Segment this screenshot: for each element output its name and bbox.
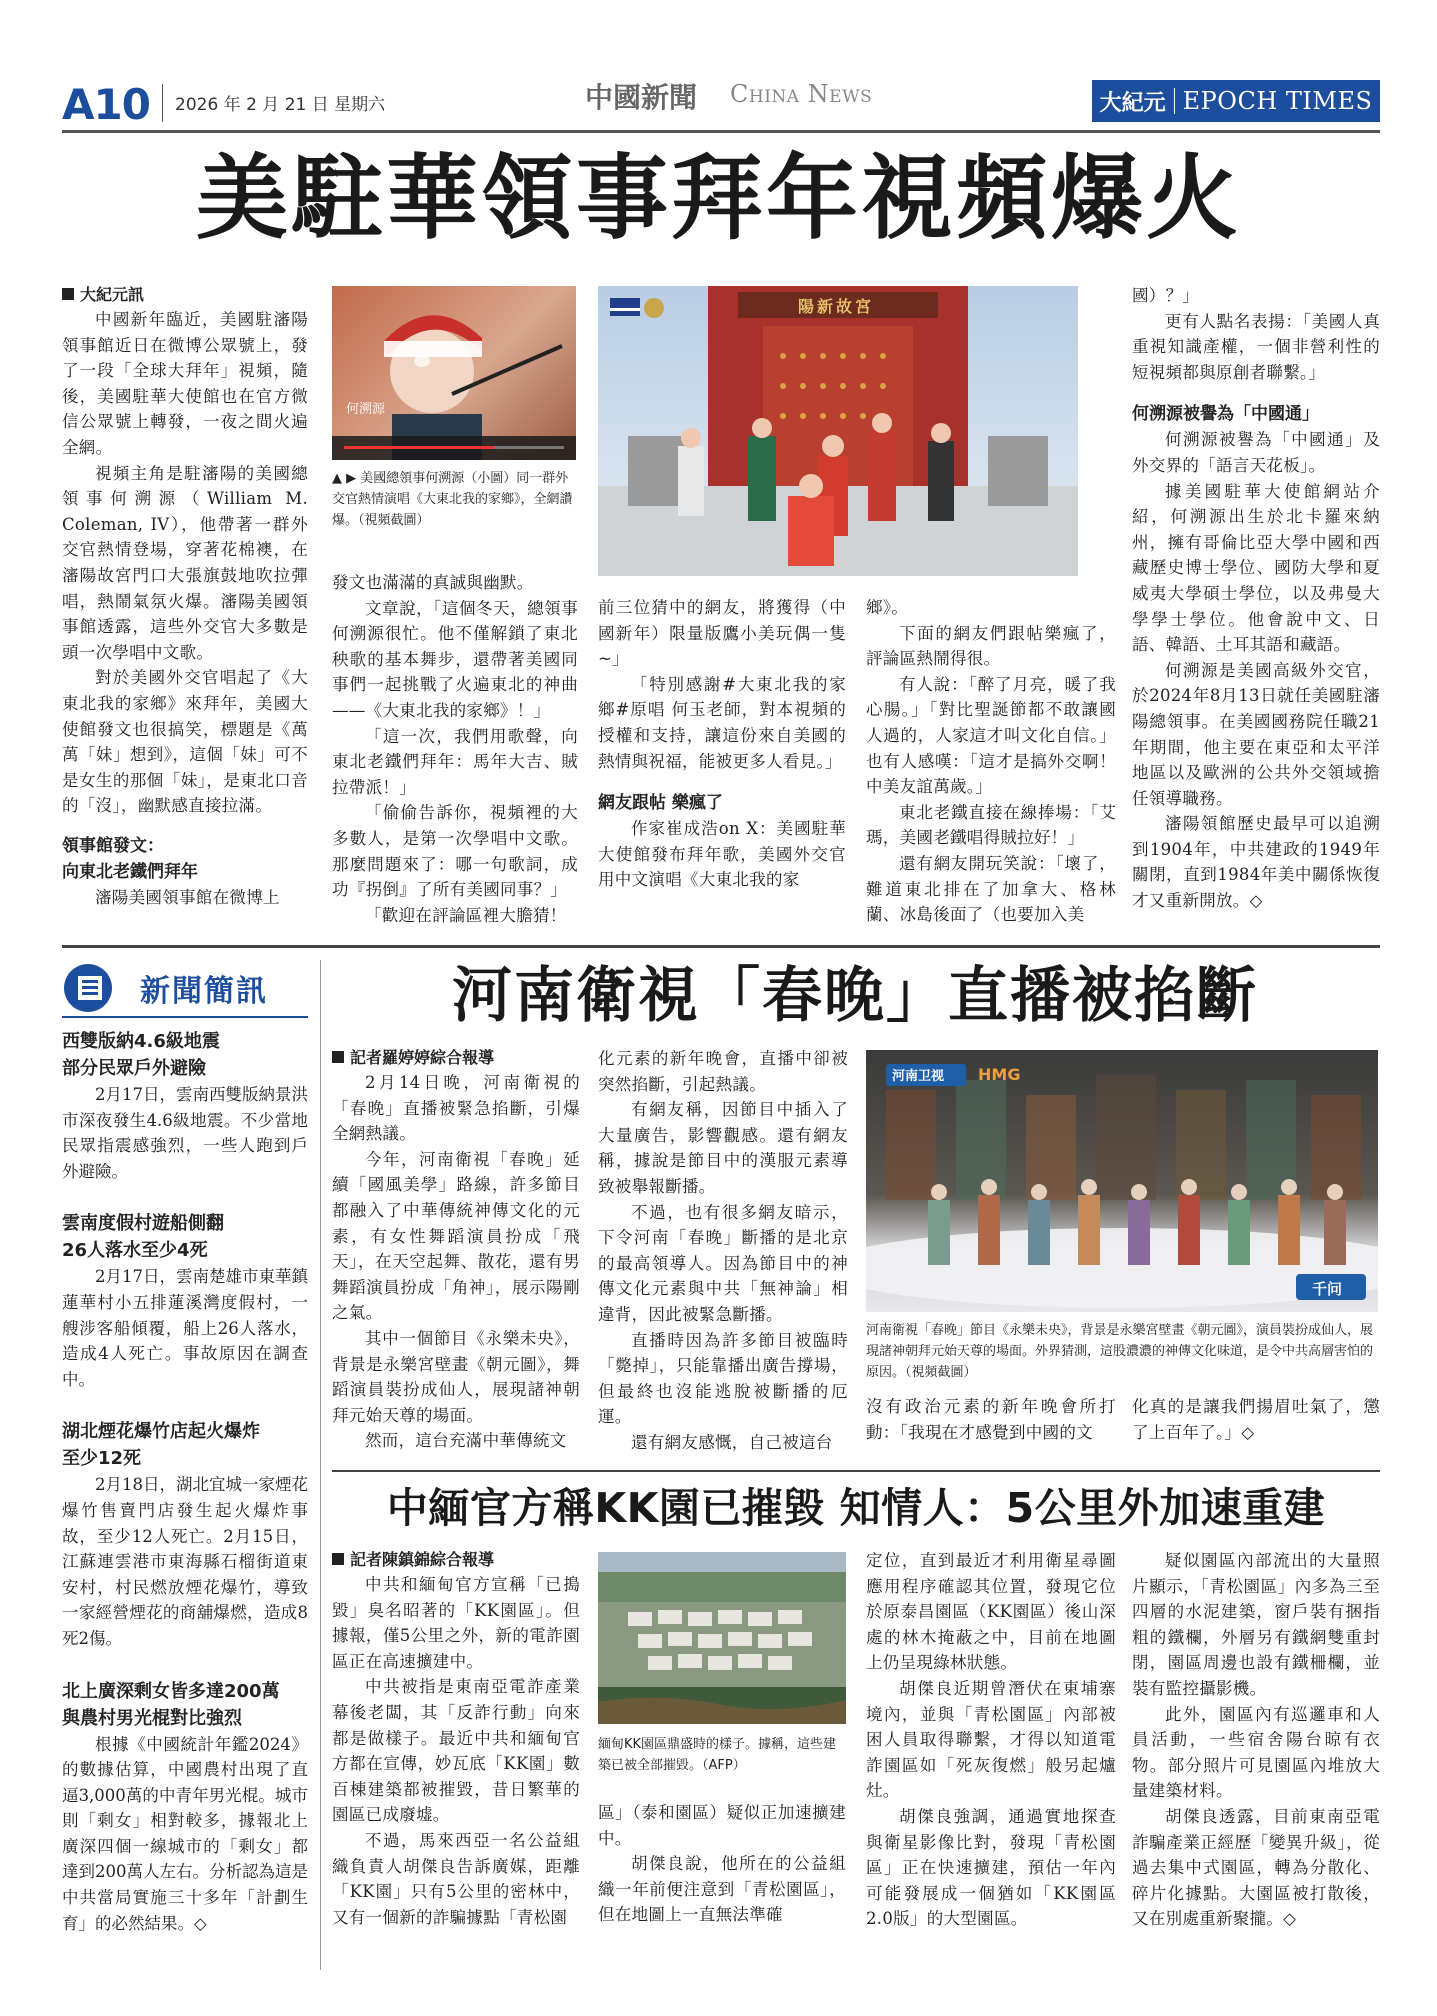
brief-item: 湖北煙花爆竹店起火爆炸 至少12死 2月18日，湖北宜城一家煙花爆竹售賣門店發生起火爆炸事故，至少12人死亡。2月15日，江蘇連雲港市東海縣石榴街道東安村，村民燃放煙花爆竹，導致一家經營煙花的商舖爆燃，造成8死2傷。	[62, 1421, 308, 1648]
aerial-compound-scene	[598, 1552, 846, 1724]
brand-cn: 大紀元	[1099, 90, 1166, 116]
paragraph: 區」（泰和園區）疑似正加速擴建中。	[598, 1803, 846, 1848]
palace-sign: 陽新故宮	[798, 297, 875, 316]
brief-item: 北上廣深剩女皆多達200萬 與農村男光棍對比強烈 根據《中國統計年鑑2024》的數據估算，中國農村出現了直逼3,000萬的中青年男光棍。城市則「剩女」相對較多，據報北上廣深四個一線城市的「剩女」都達到200萬人左右。分析認為這是中共當局實施三十多年「計劃生育」的必然結果。◇	[62, 1680, 308, 1933]
paragraph: 「偷偷告訴你，視頻裡的大多數人，是第一次學唱中文歌。那麼問題來了：哪一句歌詞，成功『拐倒』了所有美國同事？」	[332, 803, 578, 900]
paragraph: 據美國駐華大使館網站介紹，何溯源出生於北卡羅來納州，擁有哥倫比亞大學中國和西藏歷史博士學位、國防大學和夏威夷大學碩士學位，以及弗曼大學學士學位。他會說中文、日語、韓語、土耳其語和藏語。	[1132, 481, 1380, 655]
paragraph: 化元素的新年晚會，直播中卻被突然掐斷，引起熱議。	[598, 1049, 848, 1094]
palace-gate-scene	[598, 286, 1078, 576]
story2-byline: 記者羅婷婷綜合報導	[332, 1046, 580, 1070]
paragraph: 「特別感謝#大東北我的家鄉#原唱 何玉老師，對本視頻的授權和支持，讓這份來自美國的熱情與祝福，能被更多人看見。」	[598, 674, 846, 771]
story3-byline: 記者陳鎮錦綜合報導	[332, 1548, 580, 1572]
consul-singing-illustration	[332, 286, 576, 460]
paragraph: 有網友稱，因節目中插入了大量廣告，影響觀感。還有網友稱，據說是節目中的漢服元素導致被舉報斷播。	[598, 1100, 848, 1196]
story2-headline: 河南衛視「春晚」直播被掐斷	[452, 961, 1258, 1031]
briefs-title: 新聞簡訊	[140, 974, 268, 1009]
name-tag: 何溯源	[346, 402, 386, 417]
paragraph: 發文也滿滿的真誠與幽默。	[332, 573, 534, 592]
brand-en: EPOCH TIMES	[1182, 87, 1373, 115]
paragraph: 何溯源是美國高級外交官，於2024年8月13日就任美國駐瀋陽總領事。在美國國務院任職21年期間，他主要在東亞和太平洋地區以及歐洲的公共外交領域擔任領導職務。	[1132, 660, 1380, 808]
paragraph: 疑似園區內部流出的大量照片顯示，「青松園區」內多為三至四層的水泥建築，窗戶裝有捆指粗的鐵欄，外層另有鐵網雙重封閉，園區周邊也設有鐵柵欄，並裝有監控攝影機。	[1132, 1551, 1380, 1698]
briefs-icon	[62, 962, 118, 1014]
channel-logo: 河南卫视	[892, 1069, 945, 1084]
paragraph: 胡傑良說，他所在的公益組織一年前便注意到「青松園區」，但在地圖上一直無法準確	[598, 1854, 846, 1925]
paragraph: 還有網友開玩笑說：「壞了，難道東北排在了加拿大、格林蘭、冰島後面了（也要加入美	[866, 853, 1116, 925]
hmg-logo: HMG	[978, 1065, 1021, 1084]
story1-subhead-4: 何溯源被譽為「中國通」	[1132, 404, 1319, 425]
page-number: A10	[62, 80, 150, 129]
section-title-cn: 中國新聞	[585, 81, 698, 114]
story1-subhead-2: 向東北老鐵們拜年	[62, 861, 198, 882]
paragraph: 今年，河南衛視「春晚」延續「國風美學」路線，許多節目都融入了中華傳統神傳文化的元素，有女性舞蹈演員扮成「飛天」，在天空起舞、散花，還有男舞蹈演員扮成「角神」，展示陽剛之氣。	[332, 1149, 580, 1323]
brand-logo	[1092, 80, 1380, 122]
paragraph: 下面的網友們跟帖樂瘋了，評論區熱鬧得很。	[866, 623, 1116, 669]
paragraph: 此外，園區內有巡邏車和人員活動，一些宿舍陽台晾有衣物。部分照片可見園區內堆放大量建築材料。	[1132, 1704, 1380, 1801]
paragraph: 不過，馬來西亞一名公益組織負責人胡傑良告訴廣媒，距離「KK園」只有5公里的密林中，又有一個新的詐騙據點「青松園	[332, 1830, 580, 1927]
paragraph: 然而，這台充滿中華傳統文	[365, 1431, 567, 1451]
story1-byline: 大紀元訊	[62, 283, 308, 307]
story3-photo-caption: 緬甸KK園區鼎盛時的樣子。據稱，這些建築已被全部摧毀。（AFP）	[598, 1737, 837, 1773]
qianwen-logo: 千问	[1312, 1280, 1343, 1298]
paragraph: 何溯源被譽為「中國通」及外交界的「語言天花板」。	[1132, 430, 1380, 475]
story1-photo-caption: ▲ ▶ 美國總領事何溯源（小圖）同一群外交官熱情演唱《大東北我的家鄉》，全網讚爆。（視頻截圖）	[332, 471, 573, 528]
paragraph: 其中一個節目《永樂未央》，背景是永樂宮壁畫《朝元圖》，舞蹈演員裝扮成仙人，展現諸神朝拜元始天尊的場面。	[332, 1328, 580, 1425]
story2-photo-caption: 河南衛視「春晚」節目《永樂未央》，背景是永樂宮壁畫《朝元圖》，演員裝扮成仙人，展現諸神朝拜元始天尊的場面。外界猜測，這股濃濃的神傳文化味道，是令中共高層害怕的原因。（視頻截圖）	[866, 1323, 1374, 1380]
paragraph: 定位，直到最近才利用衛星尋圖應用程序確認其位置，發現它位於原泰昌園區（KK園區）後山深處的林木掩蔽之中，目前在地圖上仍呈現綠林狀態。	[866, 1551, 1116, 1673]
story1-subhead-3: 網友跟帖 樂瘋了	[598, 793, 723, 814]
paragraph: 胡傑良近期曾潛伏在東埔寨境內，並與「青松園區」內部被困人員取得聯繫，才得以知道電詐園區如「死灰復燃」般另起爐灶。	[866, 1678, 1116, 1801]
paragraph: 更有人點名表揚：「美國人真重視知識產權，一個非營利性的短視頻都與原創者聯繫。」	[1132, 311, 1380, 382]
paragraph: 胡傑良強調，通過實地探查與衛星影像比對，發現「青松園區」正在快速擴建，預估一年內可能發展成一個猶如「KK園區2.0版」的大型園區。	[866, 1806, 1116, 1929]
paragraph: 瀋陽領館歷史最早可以追溯到1904年，中共建政的1949年關閉，直到1984年美中關係恢復才又重新開放。◇	[1132, 814, 1380, 911]
paragraph: 沒有政治元素的新年晚會所打動：「我現在才感覺到中國的文	[866, 1397, 1116, 1442]
paragraph: 有人說：「醉了月亮，暖了我心腸。」「對比聖誕節都不敢讓國人過的，人家這才叫文化自信。」也有人感嘆：「這才是搞外交啊！中美友誼萬歲。」	[866, 674, 1116, 797]
consul-inset-photo	[332, 286, 576, 460]
paragraph: 前三位猜中的網友，將獲得（中國新年）限量版鷹小美玩偶一隻~」	[598, 598, 846, 669]
paragraph: 中共和緬甸官方宣稱「已搗毀」臭名昭著的「KK園區」。但據報，僅5公里之外，新的電詐園區正在高速擴建中。	[332, 1575, 580, 1671]
paragraph: 化真的是讓我們揚眉吐氣了，懲了上百年了。」◇	[1132, 1397, 1380, 1442]
news-briefs-header	[62, 962, 308, 1018]
paragraph: 作家崔成浩on X：美國駐華大使館發布拜年歌，美國外交官用中文演唱《大東北我的家	[598, 819, 846, 890]
paragraph: 「歡迎在評論區裡大膽猜！	[365, 905, 567, 925]
paragraph: 2月14日晚，河南衛視的「春晚」直播被緊急掐斷，引爆全網熱議。	[332, 1073, 580, 1144]
paragraph: 直播時因為許多節目被臨時「斃掉」，只能靠播出廣告撐場，但最終也沒能逃脫被斷播的厄運。	[598, 1330, 848, 1427]
paragraph: 中共被指是東南亞電詐產業幕後老闆，其「反詐行動」向來都是做樣子。最近中共和緬甸官方都在宣傳，妙瓦底「KK園」數百棟建築都被摧毀，昔日繁華的園區已成廢墟。	[332, 1677, 580, 1825]
paragraph: 視頻主角是駐瀋陽的美國總領事何溯源（William M. Coleman, IV），他帶著一群外交官熱情登場，穿著花棉襖，在瀋陽故宮門口大張旗鼓地吹拉彈唱，熱鬧氣氛火爆。瀋陽美國領事館透露，這些外交官大多數是頭一次學唱中文歌。	[62, 463, 308, 662]
paragraph: 胡傑良透露，目前東南亞電詐騙產業正經歷「變異升級」，從過去集中式園區，轉為分散化、碎片化據點。大園區被打散後，又在別處重新聚攏。◇	[1132, 1806, 1380, 1929]
paragraph: 鄉》。	[866, 598, 909, 617]
paragraph: 文章說，「這個冬天，總領事何溯源很忙。他不僅解鎖了東北秧歌的基本舞步，還帶著美國同事們一起挑戰了火遍東北的神曲——《大東北我的家鄉》！」	[332, 598, 578, 720]
story3-headline: 中緬官方稱KK園已摧毀 知情人：5公里外加速重建	[386, 1484, 1326, 1532]
story1-subhead-1: 領事館發文：	[62, 835, 164, 856]
paragraph: 不過，也有很多網友暗示，下令河南「春晚」斷播的是北京的最高領導人。因為節目中的神傳文化元素與中共「無神論」相違背，因此被緊急斷播。	[598, 1202, 848, 1324]
paragraph: 瀋陽美國領事館在微博上	[95, 887, 280, 907]
paragraph: 國）？」	[1132, 286, 1200, 305]
brief-item: 西雙版納4.6級地震 部分民眾戶外避險 2月17日，雲南西雙版納景洪市深夜發生4.6級地震。不少當地民眾指震感強烈，一些人跑到戶外避險。	[62, 1031, 308, 1181]
kk-park-photo	[598, 1552, 846, 1724]
paragraph: 「這一次，我們用歌聲，向東北老鐵們拜年：馬年大吉、賊拉帶派！」	[332, 726, 578, 797]
paragraph: 還有網友感慨，自己被這台	[631, 1432, 833, 1452]
briefs-list	[62, 1028, 308, 1936]
brief-item: 雲南度假村遊船側翻 26人落水至少4死 2月17日，雲南楚雄市東華鎮蓮華村小五排蓮溪灣度假村，一艘涉客船傾覆，船上26人落水，造成4人死亡。事故原因在調查中。	[62, 1213, 308, 1389]
story1-headline: 美駐華領事拜年視頻爆火	[195, 144, 1241, 252]
paragraph: 東北老鐵直接在線捧場：「艾瑪，美國老鐵唱得賊拉好！」	[866, 802, 1116, 848]
issue-date: 2026 年 2 月 21 日 星期六	[175, 95, 386, 115]
henan-tv-gala-photo	[866, 1050, 1378, 1312]
paragraph: 中國新年臨近，美國駐瀋陽領事館近日在微博公眾號上，發了一段「全球大拜年」視頻，隨後，美國駐華大使館也在官方微信公眾號上轉發，一夜之間火遍全網。	[62, 310, 308, 457]
mural-dancers-scene	[866, 1050, 1378, 1312]
shenyang-palace-photo	[598, 286, 1078, 576]
section-title-en: China News	[730, 80, 873, 108]
paragraph: 對於美國外交官唱起了《大東北我的家鄉》來拜年，美國大使館發文也很搞笑，標題是《萬萬「妹」想到》，這個「妹」可不是女生的那個「妹」，是東北口音的「沒」，幽默感直接拉滿。	[62, 668, 308, 816]
